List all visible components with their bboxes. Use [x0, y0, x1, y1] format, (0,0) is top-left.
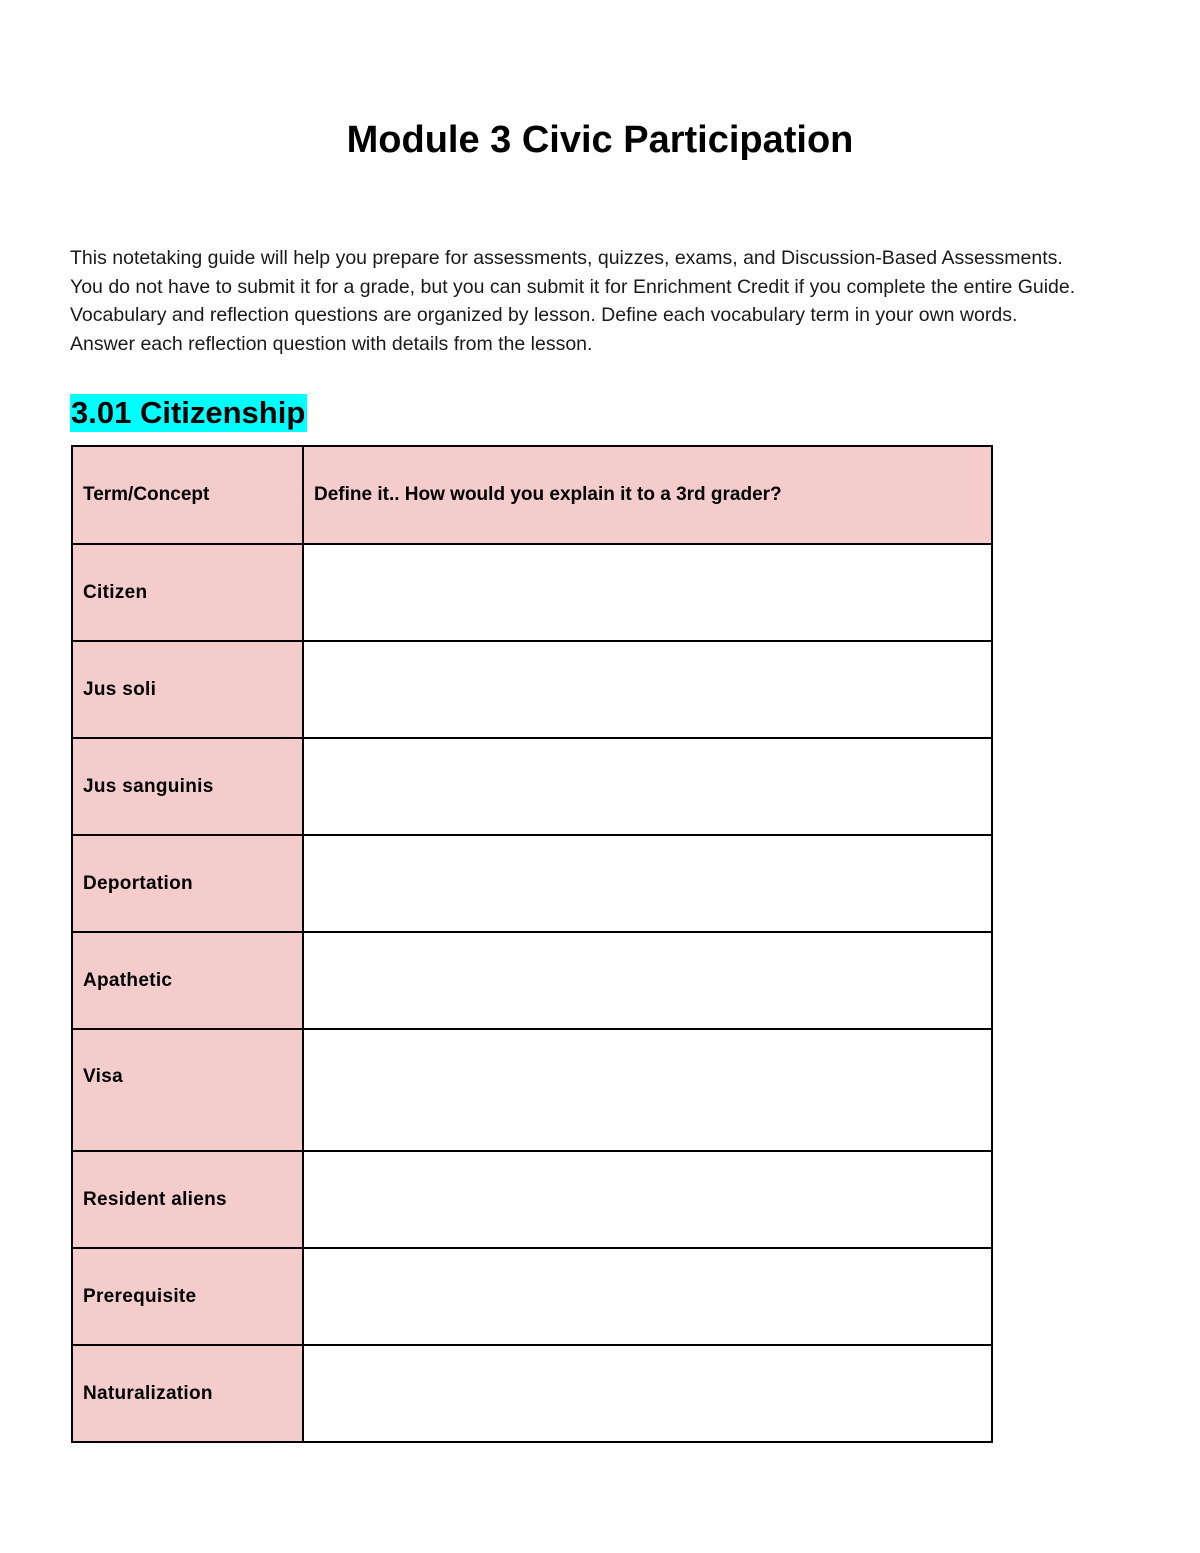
vocabulary-table: [71, 445, 993, 1443]
table-row: [72, 738, 992, 835]
term-cell: Prerequisite: [72, 1248, 303, 1345]
table-header-row: [72, 446, 992, 544]
term-cell: Naturalization: [72, 1345, 303, 1442]
term-cell: Jus sanguinis: [72, 738, 303, 835]
term-cell: Resident aliens: [72, 1151, 303, 1248]
table-row: [72, 932, 992, 1029]
table-row: [72, 1029, 992, 1151]
definition-cell[interactable]: [303, 544, 992, 641]
definition-cell[interactable]: [303, 1029, 992, 1151]
table-row: [72, 1151, 992, 1248]
table-row: [72, 544, 992, 641]
definition-cell[interactable]: [303, 641, 992, 738]
table-row: [72, 835, 992, 932]
definition-cell[interactable]: [303, 1151, 992, 1248]
table-row: [72, 1345, 992, 1442]
term-cell: Deportation: [72, 835, 303, 932]
term-cell: Jus soli: [72, 641, 303, 738]
definition-cell[interactable]: [303, 932, 992, 1029]
definition-cell[interactable]: [303, 1345, 992, 1442]
page-title: Module 3 Civic Participation: [346, 119, 854, 161]
definition-cell[interactable]: [303, 835, 992, 932]
table-row: [72, 1248, 992, 1345]
definition-column-header: Define it.. How would you explain it to a 3rd grader?: [303, 446, 992, 544]
term-cell: Citizen: [72, 544, 303, 641]
term-cell: Apathetic: [72, 932, 303, 1029]
term-column-header: Term/Concept: [72, 446, 303, 544]
intro-paragraph: This notetaking guide will help you prepare for assessments, quizzes, exams, and Discussion-Based Assessments. You do not have to submit it for a grade, but you can submit it for Enrichment Credit if you complete the entire Guide. Vocabulary and reflection questions are organized by lesson. Define each vocabulary term in your own words. Answer each reflection question with details from the lesson.: [70, 247, 1076, 355]
term-cell: Visa: [72, 1029, 303, 1151]
section-heading: 3.01 Citizenship: [71, 395, 306, 430]
definition-cell[interactable]: [303, 1248, 992, 1345]
table-row: [72, 641, 992, 738]
definition-cell[interactable]: [303, 738, 992, 835]
